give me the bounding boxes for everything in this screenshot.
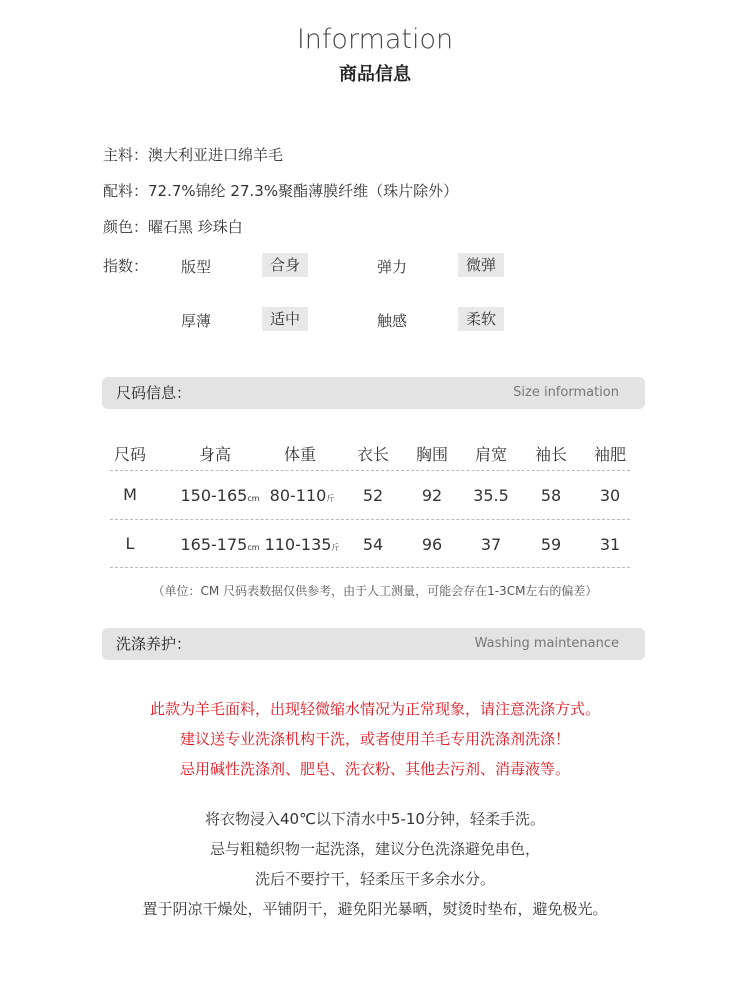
cell-height: 150-165cm	[180, 486, 260, 505]
warning-line: 此款为羊毛面料，出现轻微缩水情况为正常现象，请注意洗涤方式。	[149, 700, 600, 718]
cell-sleeve: 59	[540, 535, 562, 554]
table-header: 衣长	[356, 445, 390, 464]
index-label: 指数：	[103, 257, 149, 275]
cell-height: 165-175cm	[180, 535, 260, 554]
cell-chest: 96	[421, 535, 443, 554]
table-header: 胸围	[415, 445, 449, 464]
index-value-elasticity: 微弹	[458, 253, 504, 277]
cell-size: M	[123, 485, 137, 504]
title-chinese: 商品信息	[339, 64, 411, 85]
index-name-thickness: 厚薄	[181, 312, 212, 330]
cell-sleeve: 58	[540, 486, 562, 505]
cell-weight: 80-110斤	[269, 486, 335, 505]
table-header: 袖长	[534, 445, 568, 464]
wash-section-subtitle: Washing maintenance	[474, 636, 619, 651]
care-line: 忌与粗糙织物一起洗涤，建议分色洗涤避免串色，	[209, 840, 540, 858]
cell-length: 52	[362, 486, 384, 505]
table-divider	[110, 519, 630, 520]
index-value-touch: 柔软	[458, 307, 504, 331]
cell-shoulder: 35.5	[473, 486, 509, 505]
table-divider	[110, 470, 630, 471]
wash-section-bar	[102, 628, 645, 660]
care-line: 置于阴凉干燥处，平铺阴干，避免阳光暴晒，熨烫时垫布，避免极光。	[142, 900, 608, 918]
cell-sleeve-width: 30	[599, 486, 621, 505]
table-header: 体重	[283, 445, 317, 464]
care-line: 将衣物浸入40℃以下清水中5-10分钟，轻柔手洗。	[205, 810, 545, 828]
index-value-fit: 合身	[262, 253, 308, 277]
table-divider	[110, 567, 630, 568]
index-name-fit: 版型	[181, 258, 212, 276]
care-line: 洗后不要拧干，轻柔压干多余水分。	[254, 870, 495, 888]
cell-weight: 110-135斤	[264, 535, 340, 554]
cell-size: L	[125, 534, 135, 553]
warning-line: 建议送专业洗涤机构干洗，或者使用羊毛专用洗涤剂洗涤！	[179, 730, 570, 748]
cell-chest: 92	[421, 486, 443, 505]
wash-section-title: 洗涤养护：	[116, 635, 192, 653]
index-name-touch: 触感	[377, 312, 408, 330]
accessory-material: 配料：72.7%锦纶 27.3%聚酯薄膜纤维（珠片除外）	[103, 182, 459, 200]
title-english: Information	[296, 24, 454, 55]
table-header: 肩宽	[474, 445, 508, 464]
size-section-title: 尺码信息：	[116, 384, 192, 402]
table-header: 尺码	[113, 445, 147, 464]
size-note: （单位：CM 尺码表数据仅供参考，由于人工测量，可能会存在1-3CM左右的偏差）	[152, 584, 598, 598]
warning-line: 忌用碱性洗涤剂、肥皂、洗衣粉、其他去污剂、消毒液等。	[179, 760, 570, 778]
cell-length: 54	[362, 535, 384, 554]
cell-sleeve-width: 31	[599, 535, 621, 554]
index-value-thickness: 适中	[262, 307, 308, 331]
main-material: 主料：澳大利亚进口绵羊毛	[103, 146, 284, 164]
table-header: 身高	[198, 445, 232, 464]
cell-shoulder: 37	[480, 535, 502, 554]
size-section-subtitle: Size information	[513, 385, 619, 400]
size-section-bar	[102, 377, 645, 409]
color-info: 颜色：曜石黑 珍珠白	[103, 218, 243, 236]
table-header: 袖肥	[593, 445, 627, 464]
index-name-elasticity: 弹力	[377, 258, 408, 276]
